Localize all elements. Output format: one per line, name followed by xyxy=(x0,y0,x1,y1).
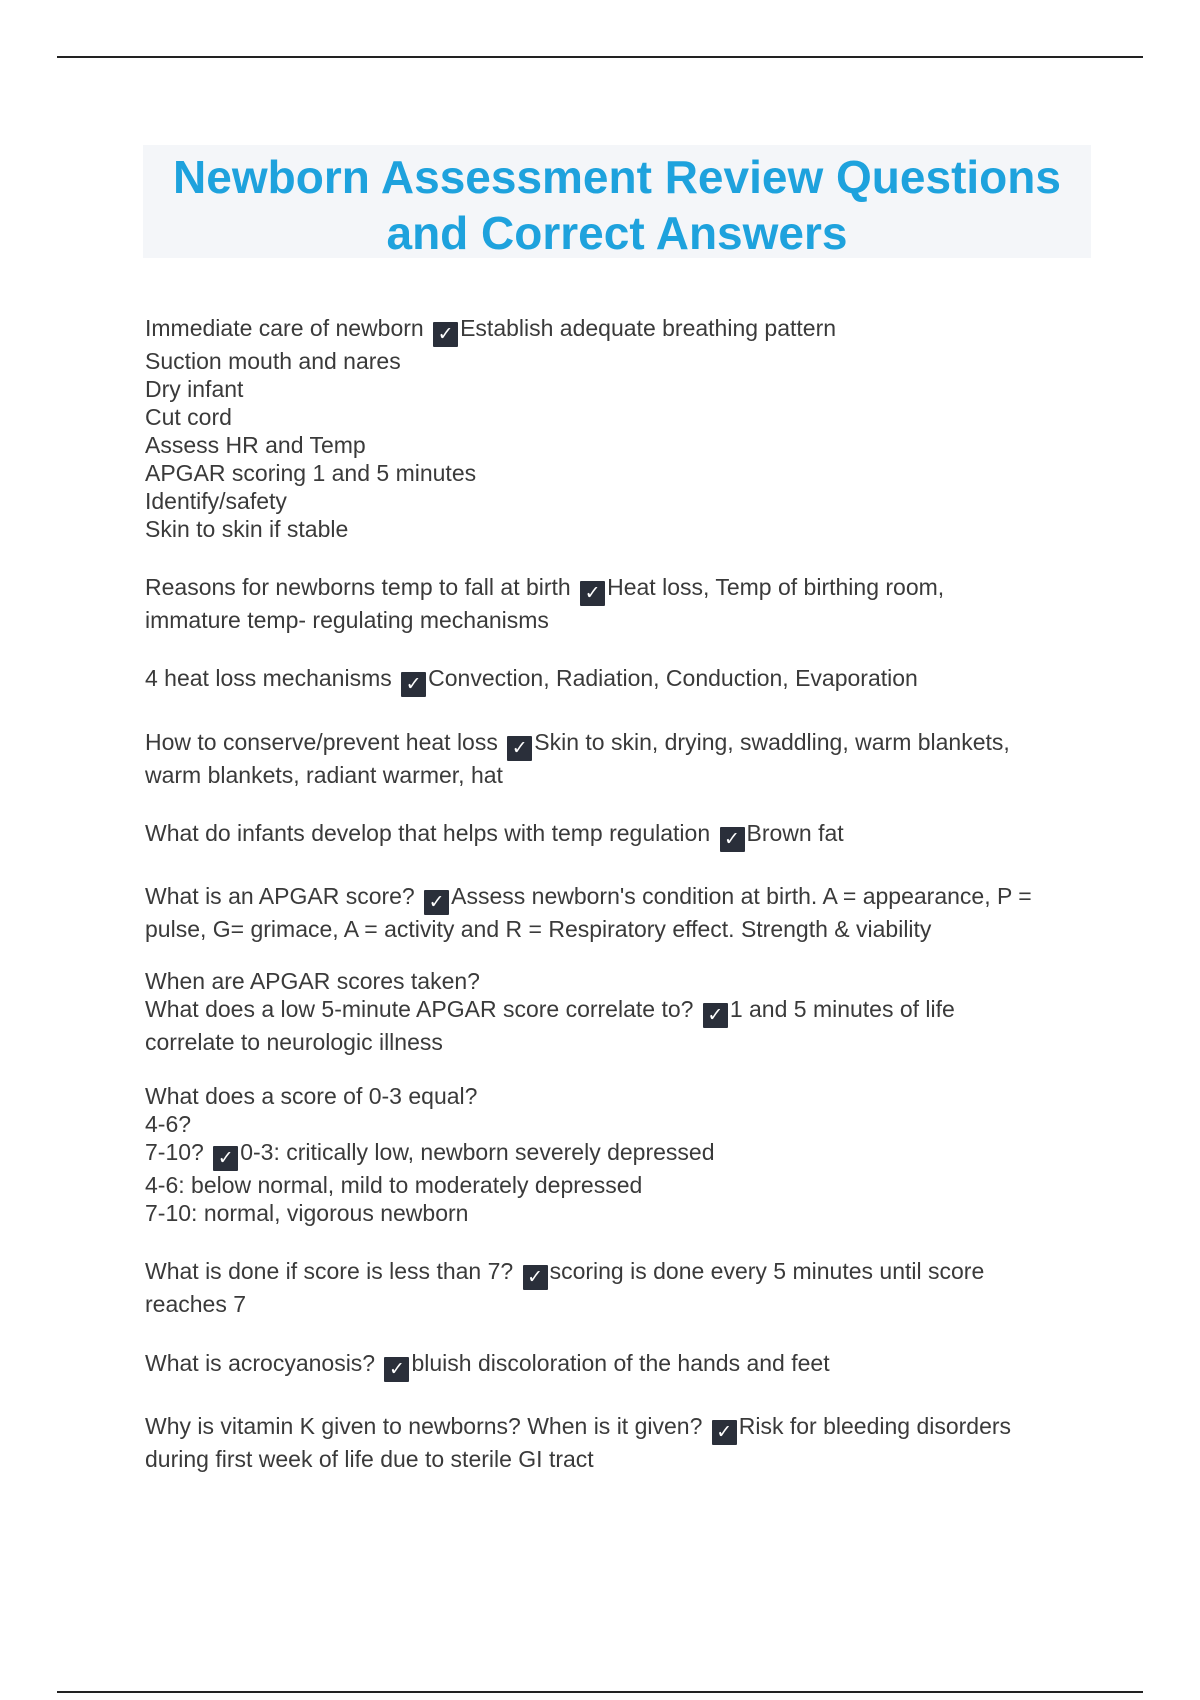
document-title xyxy=(143,149,1091,261)
question-text: What is acrocyanosis? xyxy=(145,1350,382,1376)
answer-text: 1 and 5 minutes of life xyxy=(729,996,955,1022)
qa-line xyxy=(145,1412,1095,1445)
qa-line: reaches 7 xyxy=(145,1291,247,1317)
checkmark-box-icon: ✓ xyxy=(507,736,532,761)
question-text: 4 heat loss mechanisms xyxy=(145,665,399,691)
qa-item xyxy=(145,573,1095,634)
bottom-rule xyxy=(57,1691,1143,1693)
qa-line: APGAR scoring 1 and 5 minutes xyxy=(145,460,477,486)
answer-text: Assess newborn's condition at birth. A = appearance, P = xyxy=(451,883,1032,909)
answer-text: Brown fat xyxy=(746,820,844,846)
question-text: 7-10? xyxy=(145,1139,211,1165)
qa-line xyxy=(145,1349,1095,1382)
qa-line: Dry infant xyxy=(145,376,244,402)
qa-item xyxy=(145,1082,1095,1227)
checkmark-box-icon: ✓ xyxy=(401,672,426,697)
question-text: What is an APGAR score? xyxy=(145,883,422,909)
qa-line: 4-6? xyxy=(145,1111,192,1137)
qa-line xyxy=(145,995,1095,1028)
answer-text: Risk for bleeding disorders xyxy=(738,1413,1012,1439)
checkmark-box-icon: ✓ xyxy=(712,1420,737,1445)
qa-line: during first week of life due to sterile GI tract xyxy=(145,1446,594,1472)
title-line-1: Newborn Assessment Review Questions xyxy=(173,151,1061,203)
qa-line xyxy=(145,1257,1095,1290)
qa-line: Cut cord xyxy=(145,404,232,430)
question-text: What do infants develop that helps with temp regulation xyxy=(145,820,717,846)
qa-line: What does a score of 0-3 equal? xyxy=(145,1083,478,1109)
qa-item xyxy=(145,314,1095,543)
checkmark-box-icon: ✓ xyxy=(580,581,605,606)
answer-text: bluish discoloration of the hands and feet xyxy=(411,1350,830,1376)
qa-line: pulse, G= grimace, A = activity and R = Respiratory effect. Strength & viability xyxy=(145,916,932,942)
qa-line xyxy=(145,314,1095,347)
qa-line: Assess HR and Temp xyxy=(145,432,366,458)
qa-line: Identify/safety xyxy=(145,488,287,514)
answer-text: Establish adequate breathing pattern xyxy=(460,315,837,341)
qa-line xyxy=(145,882,1095,915)
qa-line: 4-6: below normal, mild to moderately depressed xyxy=(145,1172,643,1198)
question-text: How to conserve/prevent heat loss xyxy=(145,729,505,755)
question-text: Why is vitamin K given to newborns? When is it given? xyxy=(145,1413,709,1439)
checkmark-box-icon: ✓ xyxy=(213,1146,238,1171)
qa-line: correlate to neurologic illness xyxy=(145,1029,443,1055)
qa-item xyxy=(145,1349,1095,1382)
checkmark-box-icon: ✓ xyxy=(720,827,745,852)
qa-line: Skin to skin if stable xyxy=(145,516,349,542)
question-text: What is done if score is less than 7? xyxy=(145,1258,520,1284)
checkmark-box-icon: ✓ xyxy=(384,1357,409,1382)
checkmark-box-icon: ✓ xyxy=(433,322,458,347)
question-text: Reasons for newborns temp to fall at birth xyxy=(145,574,578,600)
qa-item xyxy=(145,882,1095,943)
top-rule xyxy=(57,56,1143,58)
qa-item xyxy=(145,664,1095,697)
qa-line: 7-10: normal, vigorous newborn xyxy=(145,1200,469,1226)
qa-line xyxy=(145,728,1095,761)
qa-item xyxy=(145,967,1095,1056)
qa-list xyxy=(145,314,1095,1473)
qa-line: immature temp- regulating mechanisms xyxy=(145,607,549,633)
qa-line xyxy=(145,573,1095,606)
qa-item xyxy=(145,1257,1095,1318)
question-text: Immediate care of newborn xyxy=(145,315,431,341)
qa-line: Suction mouth and nares xyxy=(145,348,401,374)
qa-line xyxy=(145,1138,1095,1171)
qa-item xyxy=(145,1412,1095,1473)
answer-text: Skin to skin, drying, swaddling, warm blankets, xyxy=(534,729,1010,755)
checkmark-box-icon: ✓ xyxy=(424,890,449,915)
answer-text: Convection, Radiation, Conduction, Evaporation xyxy=(428,665,918,691)
title-line-2: and Correct Answers xyxy=(386,207,848,259)
qa-line: When are APGAR scores taken? xyxy=(145,968,480,994)
qa-line: warm blankets, radiant warmer, hat xyxy=(145,762,503,788)
checkmark-box-icon: ✓ xyxy=(523,1265,548,1290)
qa-line xyxy=(145,819,1095,852)
qa-line xyxy=(145,664,1095,697)
qa-item xyxy=(145,728,1095,789)
answer-text: Heat loss, Temp of birthing room, xyxy=(607,574,945,600)
answer-text: 0-3: critically low, newborn severely depressed xyxy=(240,1139,715,1165)
question-text: What does a low 5-minute APGAR score correlate to? xyxy=(145,996,700,1022)
answer-text: scoring is done every 5 minutes until score xyxy=(549,1258,985,1284)
qa-item xyxy=(145,819,1095,852)
checkmark-box-icon: ✓ xyxy=(703,1003,728,1028)
title-banner xyxy=(143,145,1091,258)
